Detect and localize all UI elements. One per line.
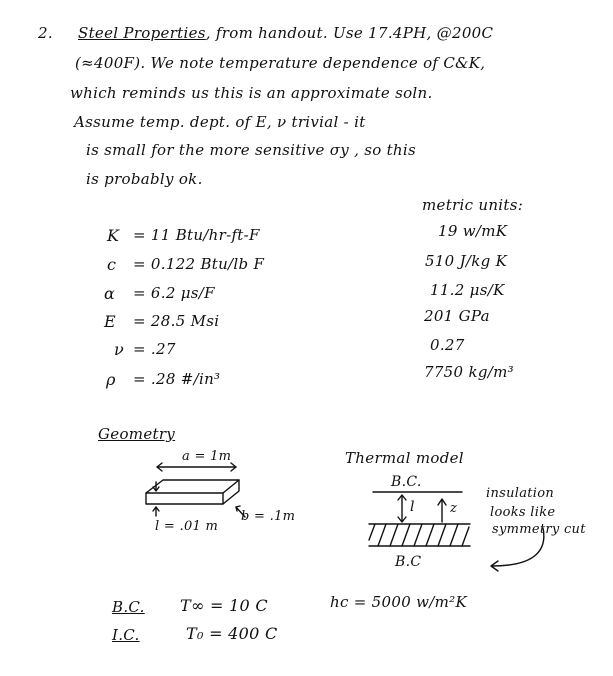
problem-line-1-rest: , from handout. Use 17.4PH, @200C [205,24,494,42]
bc-value: T∞ = 10 C [180,596,268,615]
problem-line-6: is probably ok. [86,170,203,188]
problem-number: 2. [38,24,53,42]
thermal-note-3: symmetry cut [492,522,586,537]
thermal-bc-bottom: B.C [395,554,422,570]
geometry-a-label: a = 1m [182,449,232,464]
hc-value: hc = 5000 w/m²K [330,593,467,611]
geometry-l-label: l = .01 m [155,519,219,534]
geometry-title: Geometry [98,425,176,443]
problem-title: Steel Properties [78,24,206,42]
plate-drawing [146,480,239,504]
property-imperial: = .27 [133,340,176,358]
property-imperial: = .28 #/in³ [133,370,221,388]
problem-line-5: is small for the more sensitive σy , so this [86,141,416,159]
thermal-model-title: Thermal model [345,449,464,467]
problem-line-4: Assume temp. dept. of E, ν trivial - it [74,113,366,131]
thermal-z-label: z [450,501,458,516]
thermal-note-1: insulation [486,486,555,501]
property-metric: 510 J/kg K [425,252,508,270]
dimension-l-arrow [153,482,159,516]
property-imperial: = 28.5 Msi [133,312,220,330]
property-imperial: = 0.122 Btu/lb F [133,255,265,273]
problem-line-3: which reminds us this is an approximate soln. [70,84,433,102]
property-metric: 7750 kg/m³ [424,363,514,381]
property-metric: 0.27 [430,336,465,354]
property-metric: 201 GPa [424,307,490,325]
property-imperial: = 6.2 μs/F [133,284,215,302]
property-symbol: ρ [106,370,116,389]
property-symbol: α [104,284,116,303]
ic-value: T₀ = 400 C [186,624,278,643]
bc-label: B.C. [112,598,145,616]
thermal-bc-top: B.C. [391,474,422,490]
geometry-b-label: b = .1m [241,509,296,524]
dimension-a-arrow [157,463,236,471]
property-symbol: c [107,255,117,274]
metric-units-header: metric units: [422,196,524,214]
property-imperial: = 11 Btu/hr-ft-F [133,226,260,244]
problem-line-2: (≈400F). We note temperature dependence of C&K, [75,54,486,72]
thermal-l-label: l [410,499,415,515]
property-symbol: E [104,312,116,331]
property-metric: 19 w/mK [438,222,508,240]
property-symbol: ν [114,340,125,359]
ic-label: I.C. [112,626,140,644]
thermal-note-2: looks like [490,505,556,520]
property-symbol: K [107,226,120,245]
property-metric: 11.2 μs/K [430,281,505,299]
